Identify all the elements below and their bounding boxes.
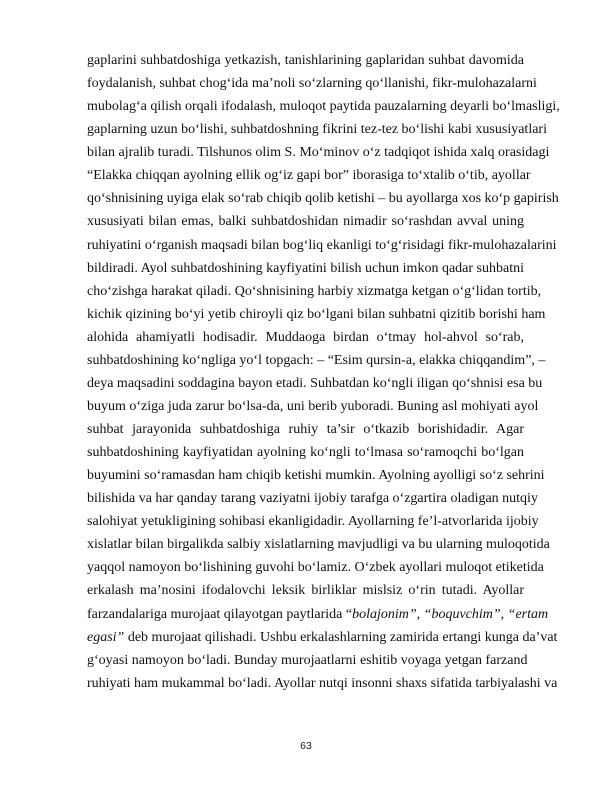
- text-line: kichik qizining bo‘yi yetib chiroyli qiz bo‘lgani bilan suhbatni qizitib borishi ham: [87, 306, 546, 322]
- text-line: suhbatdoshining ko‘ngliga yo‘l topgach: – “Esim qursin-a, elakka chiqqandim”, –: [87, 352, 546, 368]
- text-line: cho‘zishga harakat qiladi. Qo‘shnisining harbiy xizmatga ketgan o‘g‘lidan tortib,: [87, 283, 542, 299]
- text-line: bildiradi. Ayol suhbatdoshining kayfiyatini bilish uchun imkon qadar suhbatni: [87, 260, 524, 276]
- text-segment: deb murojaat qilishadi. Ushbu erkalashlarning zamirida ertangi kunga da’vat: [124, 629, 558, 645]
- text-line: gaplarning uzun bo‘lishi, suhbatdoshning fikrini tez-tez bo‘lishi kabi xususiyatlari: [87, 122, 547, 138]
- italic-phrase: bolajonim”, “boquvchim”, “ertam: [352, 606, 549, 622]
- text-line: yaqqol namoyon bo‘lishining guvohi bo‘lamiz. O‘zbek ayollari muloqot etiketida: [87, 560, 544, 576]
- body-text: [87, 49, 560, 695]
- text-line-mixed: [87, 626, 558, 649]
- text-line: foydalanish, suhbat chog‘ida ma’noli so‘zlarning qo‘llanishi, fikr-mulohazalarni: [87, 76, 537, 92]
- text-segment: farzandalariga murojaat qilayotgan paytlarida “: [87, 606, 353, 622]
- text-line: buyum o‘ziga juda zarur bo‘lsa-da, uni berib yuboradi. Buning asl mohiyati ayol: [87, 398, 539, 414]
- text-line: “Elakka chiqqan ayolning ellik og‘iz gapi bor” iborasiga to‘xtalib o‘tib, ayollar: [87, 168, 531, 184]
- text-line: mubolag‘a qilish orqali ifodalash, muloqot paytida pauzalarning deyarli bo‘lmasligi,: [87, 99, 560, 115]
- text-line: suhbatdoshining kayfiyatidan ayolning ko‘ngli to‘lmasa so‘ramoqchi bo‘lgan: [87, 445, 524, 461]
- text-line: buyumini so‘ramasdan ham chiqib ketishi mumkin. Ayolning ayolligi so‘z sehrini: [87, 468, 545, 484]
- text-line: ruhiyati ham mukammal bo‘ladi. Ayollar nutqi insonni shaxs sifatida tarbiyalashi va: [87, 675, 558, 691]
- text-line: erkalash ma’nosini ifodalovchi leksik birliklar mislsiz o‘rin tutadi. Ayollar: [87, 583, 524, 599]
- text-line: salohiyat yetukligining sohibasi ekanligidadir. Ayollarning fe’l-atvorlarida ijobiy: [87, 514, 539, 530]
- text-line: deya maqsadini soddagina bayon etadi. Suhbatdan ko‘ngli iligan qo‘shnisi esa bu: [87, 375, 543, 391]
- page-number: 63: [300, 740, 312, 752]
- text-line: ruhiyatini o‘rganish maqsadi bilan bog‘liq ekanligi to‘g‘risidagi fikr-mulohazalarini: [87, 237, 557, 253]
- text-line: alohida ahamiyatli hodisadir. Muddaoga birdan o‘tmay hol-ahvol so‘rab,: [87, 329, 524, 345]
- text-line: xususiyati bilan emas, balki suhbatdoshidan nimadir so‘rashdan avval uning: [87, 214, 524, 230]
- text-line: bilishida va har qanday tarang vaziyatni ijobiy tarafga o‘zgartira oladigan nutqiy: [87, 491, 538, 507]
- text-line: suhbat jarayonida suhbatdoshiga ruhiy ta’sir o‘tkazib borishidadir. Agar: [87, 422, 524, 437]
- text-line: g‘oyasi namoyon bo‘ladi. Bunday murojaatlarni eshitib voyaga yetgan farzand: [87, 652, 528, 668]
- text-line-mixed: [87, 603, 549, 626]
- italic-phrase: egasi”: [87, 629, 125, 645]
- text-line: xislatlar bilan birgalikda salbiy xislatlarning mavjudligi va bu ularning muloqotida: [87, 537, 550, 553]
- text-line: gaplarini suhbatdoshiga yetkazish, tanishlarining gaplaridan suhbat davomida: [87, 53, 524, 68]
- text-line: qo‘shnisining uyiga elak so‘rab chiqib qolib ketishi – bu ayollarga xos ko‘p gapirish: [87, 191, 559, 207]
- text-line: bilan ajralib turadi. Tilshunos olim S. Mo‘minov o‘z tadqiqot ishida xalq orasidagi: [87, 145, 550, 161]
